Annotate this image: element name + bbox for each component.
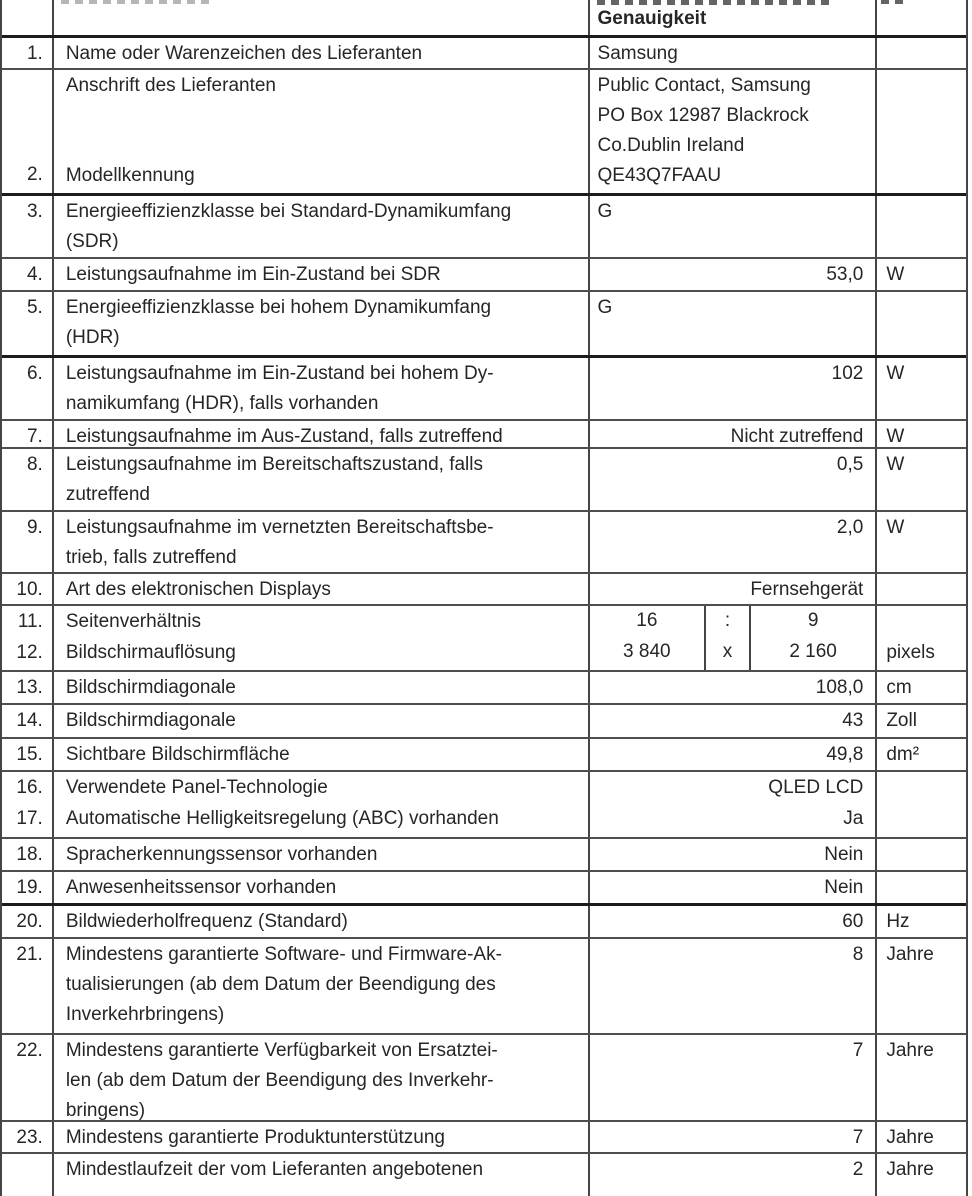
row-value-cell (588, 1122, 876, 1152)
row-number-cell (2, 872, 52, 903)
table-row (2, 447, 966, 510)
row-unit-cell (875, 574, 966, 604)
row-value-cell (588, 1154, 876, 1196)
row-description-cell (52, 606, 588, 637)
row-value-cell (588, 1035, 876, 1120)
split-value-separator-text: : (724, 610, 731, 631)
row-description-cell (52, 672, 588, 703)
row-description-line: trieb, falls zutreffend (65, 547, 237, 568)
table-row (2, 257, 966, 290)
row-description-line: Mindestlaufzeit der vom Lieferanten angebotenen (65, 1159, 484, 1180)
row-unit (886, 197, 962, 227)
split-value-separator (706, 637, 751, 670)
row-unit-cell (875, 939, 966, 1033)
row-description-cell (52, 421, 588, 447)
row-value: Ja (843, 808, 864, 829)
row-number-cell (2, 606, 52, 637)
row-number-cell (2, 358, 52, 419)
row-number: 3. (26, 201, 43, 222)
row-description-cell (52, 803, 588, 837)
table-row (2, 703, 966, 737)
table-row (2, 572, 966, 604)
row-number-cell (2, 772, 52, 803)
row-unit: cm (886, 677, 912, 698)
row-description-line: Bildschirmdiagonale (65, 710, 236, 731)
row-value: QLED LCD (768, 777, 864, 798)
table-body (2, 35, 966, 1196)
row-number-cell (2, 292, 52, 355)
row-unit (886, 840, 962, 870)
row-unit-cell (875, 772, 966, 803)
row-description-line: Mindestens garantierte Verfügbarkeit von Ersatztei- (65, 1040, 498, 1061)
split-value-right-text: 9 (807, 610, 819, 631)
row-value-cell (588, 449, 876, 510)
row-description-line (66, 101, 582, 131)
row-number: 23. (16, 1127, 43, 1148)
row-description-cell (52, 1154, 588, 1196)
row-number-cell (2, 421, 52, 447)
row-description-cell (52, 1122, 588, 1152)
row-description-cell (52, 906, 588, 937)
row-description-line: Art des elektronischen Displays (65, 579, 331, 600)
row-number: 13. (16, 677, 43, 698)
row-number: 7. (26, 426, 43, 447)
row-description-line: Sichtbare Bildschirmfläche (65, 744, 290, 765)
row-unit-cell (875, 259, 966, 290)
row-number: 1. (26, 43, 43, 64)
row-unit (886, 773, 962, 803)
row-unit: Jahre (886, 1040, 934, 1061)
row-description-cell (52, 772, 588, 803)
row-description-cell (52, 939, 588, 1033)
row-number-cell (2, 637, 52, 670)
clipped-text-fragment (61, 0, 211, 4)
row-value-cell (588, 839, 876, 870)
row-unit: W (886, 363, 905, 384)
row-value-cell (588, 803, 876, 837)
clipped-text-fragment (597, 0, 832, 5)
row-description-line: Energieeffizienzklasse bei Standard-Dynamikumfang (65, 201, 512, 222)
row-value: G (597, 297, 613, 318)
table-row (2, 737, 966, 770)
row-unit-cell (875, 872, 966, 903)
row-unit-cell (875, 1122, 966, 1152)
split-value-right-text: 2 160 (789, 641, 837, 662)
row-description-line: bringens) (65, 1100, 146, 1120)
row-description-cell (52, 1035, 588, 1120)
row-number-cell (2, 196, 52, 257)
row-value: 102 (831, 363, 864, 384)
row-unit (886, 873, 962, 903)
row-number: 2. (26, 164, 43, 185)
row-value-cell (588, 739, 876, 770)
row-description-line: Bildschirmauflösung (65, 642, 236, 663)
row-value-cell (588, 196, 876, 257)
row-description-line: Verwendete Panel-Technologie (65, 777, 328, 798)
row-description-line: Spracherkennungssensor vorhanden (65, 844, 378, 865)
row-value: 8 (852, 944, 864, 965)
row-description-line: namikumfang (HDR), falls vorhanden (65, 393, 379, 414)
row-description-line: Mindestens garantierte Produktunterstützung (65, 1127, 445, 1148)
row-unit: W (886, 517, 905, 538)
row-value-cell (588, 672, 876, 703)
table-row (2, 68, 966, 193)
row-unit: Jahre (886, 944, 934, 965)
row-value: 60 (842, 911, 864, 932)
row-number: 15. (16, 744, 43, 765)
row-unit-cell (875, 637, 966, 670)
row-description-line: Anschrift des Lieferanten (65, 75, 276, 96)
row-unit (886, 71, 962, 101)
row-unit-cell (875, 70, 966, 193)
row-value: Fernsehgerät (750, 579, 864, 600)
header-genauigkeit-label: Genauigkeit (597, 8, 707, 29)
row-description-line: Inverkehrbringens) (65, 1004, 225, 1025)
table-row (2, 1152, 966, 1196)
row-description-cell (52, 705, 588, 737)
table-row (2, 637, 966, 670)
row-value: Nein (824, 877, 864, 898)
row-description-cell (52, 196, 588, 257)
header-number-cell (2, 0, 52, 35)
row-unit-cell (875, 449, 966, 510)
row-number: 4. (26, 264, 43, 285)
row-number: 19. (16, 877, 43, 898)
row-description-line: tualisierungen (ab dem Datum der Beendigung des (65, 974, 496, 995)
row-number-cell (2, 803, 52, 837)
row-unit: pixels (886, 642, 935, 663)
row-description-line: zutreffend (65, 484, 150, 505)
table-row (2, 604, 966, 637)
row-value: 7 (852, 1040, 864, 1061)
row-description-cell (52, 512, 588, 572)
row-unit-cell (875, 672, 966, 703)
table-row (2, 419, 966, 447)
row-unit: dm² (886, 744, 920, 765)
row-number: 6. (26, 363, 43, 384)
row-unit-cell (875, 358, 966, 419)
split-value-right (751, 606, 875, 637)
row-value: Public Contact, Samsung (597, 75, 811, 96)
row-number: 17. (16, 808, 43, 829)
row-number: 10. (16, 579, 43, 600)
row-description-line: (HDR) (65, 327, 120, 348)
row-unit (886, 804, 962, 834)
row-unit-cell (875, 803, 966, 837)
row-unit-cell (875, 906, 966, 937)
row-value: Nicht zutreffend (730, 426, 864, 447)
row-number: 22. (16, 1040, 43, 1061)
row-value: 43 (842, 710, 864, 731)
row-value: PO Box 12987 Blackrock (597, 105, 809, 126)
table-row (2, 670, 966, 703)
row-value-cell (588, 292, 876, 355)
row-number-cell (2, 939, 52, 1033)
row-description-line: Leistungsaufnahme im Bereitschaftszustand, falls (65, 454, 483, 475)
table-row (2, 1033, 966, 1120)
row-number (2, 1155, 43, 1185)
row-value: 2,0 (836, 517, 864, 538)
row-description-line: Leistungsaufnahme im Aus-Zustand, falls zutreffend (65, 426, 503, 447)
row-value-cell (588, 606, 876, 637)
row-unit-cell (875, 1035, 966, 1120)
row-value-cell (588, 70, 876, 193)
row-unit (886, 39, 962, 68)
row-unit-cell (875, 196, 966, 257)
row-value-cell (588, 38, 876, 68)
row-number: 20. (16, 911, 43, 932)
row-unit-cell (875, 421, 966, 447)
row-unit: W (886, 426, 905, 447)
row-unit-cell (875, 839, 966, 870)
table-row (2, 35, 966, 68)
row-description-cell (52, 574, 588, 604)
row-description-cell (52, 449, 588, 510)
row-number-cell (2, 512, 52, 572)
row-description-line: Bildwiederholfrequenz (Standard) (65, 911, 348, 932)
header-description-cell (52, 0, 588, 35)
row-number-cell (2, 839, 52, 870)
split-value-left-text: 16 (636, 610, 658, 631)
row-number-cell (2, 672, 52, 703)
row-description-cell (52, 358, 588, 419)
row-number-cell (2, 70, 52, 193)
table-row (2, 770, 966, 803)
header-row (2, 0, 966, 35)
row-unit-cell (875, 606, 966, 637)
row-value: Nein (824, 844, 864, 865)
row-description-line: Anwesenheitssensor vorhanden (65, 877, 337, 898)
row-unit-cell (875, 292, 966, 355)
row-number-cell (2, 906, 52, 937)
row-value: G (597, 201, 613, 222)
row-number-cell (2, 1035, 52, 1120)
row-unit-cell (875, 512, 966, 572)
row-number-cell (2, 739, 52, 770)
row-unit: Jahre (886, 1127, 934, 1148)
row-number: 21. (16, 944, 43, 965)
split-value-separator (706, 606, 751, 637)
row-unit (886, 607, 962, 637)
table-row (2, 290, 966, 355)
row-number: 8. (26, 454, 43, 475)
table-row (2, 937, 966, 1033)
row-description-line: Leistungsaufnahme im Ein-Zustand bei hohem Dy- (65, 363, 494, 384)
row-number: 18. (16, 844, 43, 865)
row-number-cell (2, 259, 52, 290)
row-value-cell (588, 259, 876, 290)
row-unit: W (886, 454, 905, 475)
split-value-left (590, 606, 706, 637)
row-value: 108,0 (815, 677, 864, 698)
row-description-line: Seitenverhältnis (65, 611, 202, 632)
row-unit-cell (875, 38, 966, 68)
row-number-cell (2, 1154, 52, 1196)
row-description-cell (52, 637, 588, 670)
table-row (2, 510, 966, 572)
row-description-line: Modellkennung (65, 165, 195, 186)
row-value: Co.Dublin Ireland (597, 135, 745, 156)
row-description-line: Mindestens garantierte Software- und Firmware-Ak- (65, 944, 502, 965)
row-number-cell (2, 705, 52, 737)
row-number-cell (2, 449, 52, 510)
row-description-line: Energieeffizienzklasse bei hohem Dynamikumfang (65, 297, 492, 318)
row-description-line: Automatische Helligkeitsregelung (ABC) vorhanden (65, 808, 499, 829)
row-unit: Hz (886, 911, 910, 932)
row-value: QE43Q7FAAU (597, 165, 722, 186)
row-description-cell (52, 839, 588, 870)
row-description-line: Name oder Warenzeichen des Lieferanten (65, 43, 423, 64)
row-unit-cell (875, 705, 966, 737)
table-row (2, 903, 966, 937)
split-value-left (590, 637, 706, 670)
row-value-cell (588, 705, 876, 737)
row-value-cell (588, 512, 876, 572)
row-number: 16. (16, 777, 43, 798)
table-row (2, 870, 966, 903)
row-description-cell (52, 70, 588, 193)
row-unit: Jahre (886, 1159, 934, 1180)
row-description-cell (52, 292, 588, 355)
row-value-cell (588, 906, 876, 937)
row-description-cell (52, 38, 588, 68)
row-value: Samsung (597, 43, 678, 64)
table-row (2, 803, 966, 837)
row-description-line: Bildschirmdiagonale (65, 677, 236, 698)
row-number-cell (2, 1122, 52, 1152)
row-value-cell (588, 637, 876, 670)
clipped-text-fragment (881, 0, 907, 4)
row-value-cell (588, 872, 876, 903)
row-number-cell (2, 38, 52, 68)
row-value-cell (588, 574, 876, 604)
row-unit-cell (875, 1154, 966, 1196)
table-row (2, 193, 966, 257)
table-row (2, 837, 966, 870)
row-description-line: Leistungsaufnahme im Ein-Zustand bei SDR (65, 264, 441, 285)
row-description-cell (52, 739, 588, 770)
row-unit: Zoll (886, 710, 917, 731)
row-value: 49,8 (826, 744, 864, 765)
row-number: 11. (17, 611, 43, 632)
row-description-line: (SDR) (65, 231, 119, 252)
row-description-line (66, 131, 582, 161)
row-value-cell (588, 421, 876, 447)
row-value: 7 (852, 1127, 864, 1148)
split-value-separator-text: x (722, 641, 733, 662)
row-value: 53,0 (826, 264, 864, 285)
header-unit-cell (875, 0, 966, 35)
row-unit (886, 293, 962, 323)
row-value-cell (588, 939, 876, 1033)
table-row (2, 355, 966, 419)
row-description-line: len (ab dem Datum der Beendigung des Inverkehr- (65, 1070, 494, 1091)
table-row (2, 1120, 966, 1152)
row-unit (886, 575, 962, 604)
row-unit: W (886, 264, 905, 285)
row-description-cell (52, 872, 588, 903)
row-number: 12. (16, 642, 43, 663)
split-value-right (751, 637, 875, 670)
row-number: 9. (26, 517, 43, 538)
row-number-cell (2, 574, 52, 604)
header-value-cell (588, 0, 876, 35)
row-value-cell (588, 772, 876, 803)
row-value-cell (588, 358, 876, 419)
row-number: 14. (16, 710, 43, 731)
row-number: 5. (26, 297, 43, 318)
split-value-left-text: 3 840 (623, 641, 671, 662)
row-unit-cell (875, 739, 966, 770)
row-description-line: Leistungsaufnahme im vernetzten Bereitschaftsbe- (65, 517, 494, 538)
row-description-cell (52, 259, 588, 290)
row-value: 2 (852, 1159, 864, 1180)
row-value: 0,5 (836, 454, 864, 475)
